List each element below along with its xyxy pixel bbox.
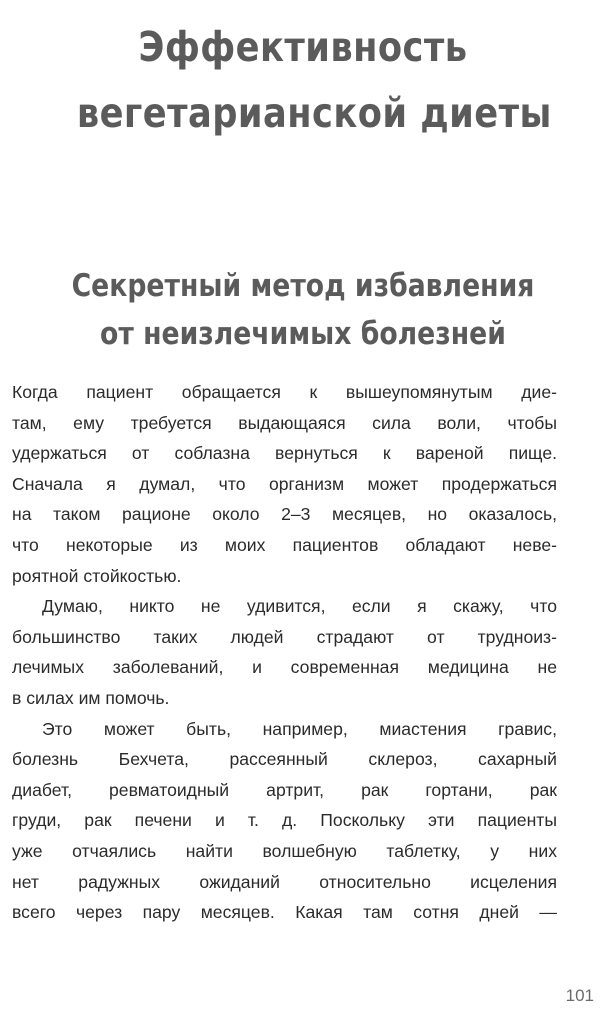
text-line: болезнь Бехчета, рассеянный склероз, сахарный (12, 749, 557, 770)
section-title (68, 262, 538, 358)
text-line: всего через пару месяцев. Какая там сотня дней — (12, 902, 557, 923)
text-line: в силах им помочь. (12, 687, 170, 708)
text-line: лечимых заболеваний, и современная медицина не (12, 657, 557, 678)
text-line: Сначала я думал, что организм может продержаться (12, 473, 557, 494)
text-line: удержаться от соблазна вернуться к вареной пище. (12, 443, 557, 464)
text-line: диабет, ревматоидный артрит, рак гортани, рак (12, 779, 557, 800)
text-line: роятной стойкостью. (12, 565, 182, 586)
text-line: Когда пациент обращается к вышеупомянутым дие- (12, 382, 557, 402)
section-title-line-1: Секретный метод избавления (71, 268, 535, 304)
body-text (12, 377, 557, 928)
page-number: 101 (565, 986, 594, 1005)
text-line: груди, рак печени и т. д. Поскольку эти пациенты (12, 810, 557, 831)
text-line: нет радужных ожиданий относительно исцеления (12, 871, 557, 892)
chapter-title-line-1: Эффективность (138, 23, 468, 71)
text-line: на таком рационе около 2–3 месяцев, но оказалось, (12, 504, 557, 525)
text-line: уже отчаялись найти волшебную таблетку, у них (12, 840, 557, 861)
chapter-title-line-2: вегетарианской диеты (76, 89, 552, 137)
text-line: Думаю, никто не удивится, если я скажу, что (42, 596, 557, 617)
section-title-line-2: от неизлечимых болезней (100, 316, 506, 352)
text-line: Это может быть, например, миастения гравис, (42, 718, 557, 739)
chapter-title (76, 14, 552, 146)
text-line: большинство таких людей страдают от трудноиз- (12, 626, 557, 647)
text-line: там, ему требуется выдающаяся сила воли, чтобы (12, 412, 557, 433)
text-line: что некоторые из моих пациентов обладают неве- (12, 534, 557, 555)
